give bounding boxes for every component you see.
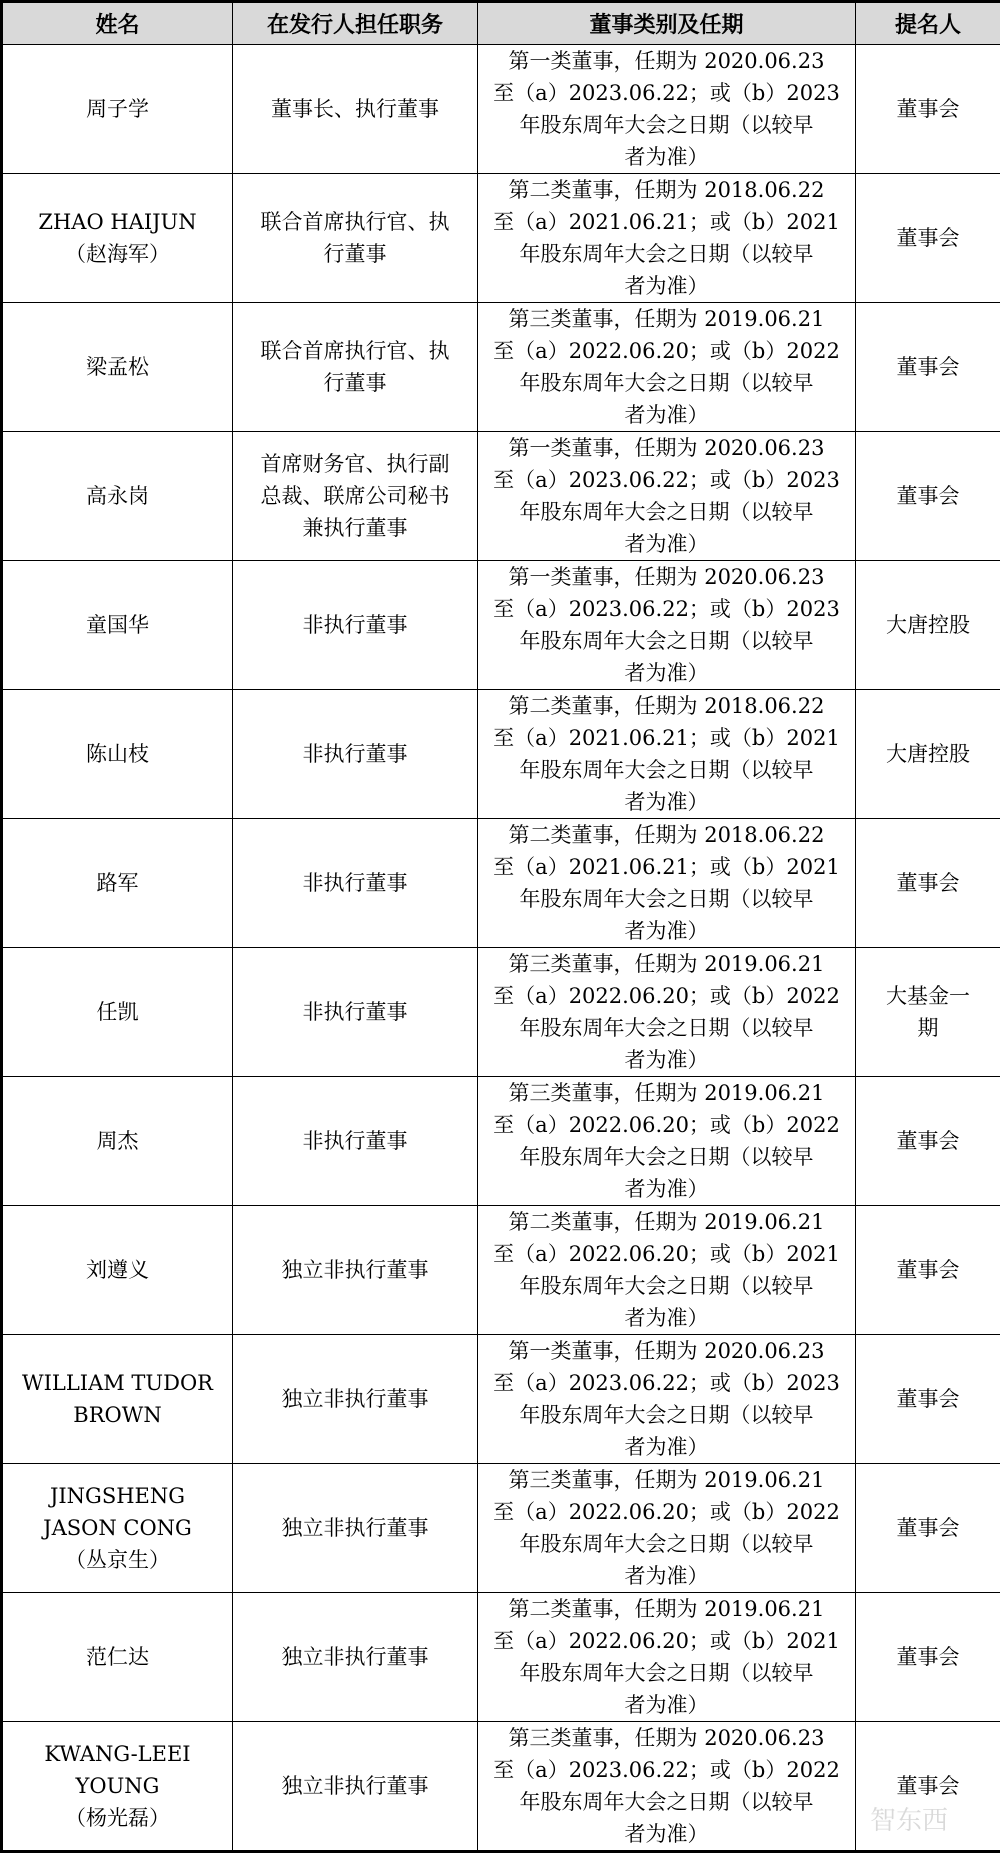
table-row — [2, 1464, 1000, 1593]
director-role — [233, 1722, 478, 1852]
director-nominator-line: 董事会 — [860, 351, 996, 383]
director-term-line: 者为准） — [482, 528, 851, 560]
director-name — [2, 948, 233, 1077]
director-term-line: 者为准） — [482, 141, 851, 173]
director-role — [233, 174, 478, 303]
director-name-line: JINGSHENG — [7, 1480, 228, 1512]
director-name — [2, 174, 233, 303]
director-term-line: 第三类董事，任期为 2019.06.21 — [482, 1077, 851, 1109]
director-name — [2, 432, 233, 561]
director-term-line: 至（a）2023.06.22；或（b）2023 — [482, 1367, 851, 1399]
director-name — [2, 1335, 233, 1464]
director-term-line: 至（a）2022.06.20；或（b）2022 — [482, 1496, 851, 1528]
director-term-line: 年股东周年大会之日期（以较早 — [482, 754, 851, 786]
director-nominator-line: 董事会 — [860, 1512, 996, 1544]
director-name-line: 童国华 — [7, 609, 228, 641]
director-term — [478, 303, 856, 432]
director-term — [478, 948, 856, 1077]
director-nominator — [856, 1077, 1000, 1206]
director-term — [478, 561, 856, 690]
director-nominator-line: 董事会 — [860, 480, 996, 512]
director-name-line: 梁孟松 — [7, 351, 228, 383]
director-name-line: 路军 — [7, 867, 228, 899]
director-term-line: 者为准） — [482, 1689, 851, 1721]
director-term-line: 者为准） — [482, 270, 851, 302]
director-term-line: 至（a）2022.06.20；或（b）2022 — [482, 335, 851, 367]
header-term: 董事类别及任期 — [478, 2, 856, 45]
director-name-line: （杨光磊） — [7, 1802, 228, 1834]
table-row — [2, 1077, 1000, 1206]
director-term — [478, 1593, 856, 1722]
director-term-line: 至（a）2022.06.20；或（b）2022 — [482, 1109, 851, 1141]
director-role — [233, 432, 478, 561]
director-term-line: 年股东周年大会之日期（以较早 — [482, 883, 851, 915]
director-term-line: 者为准） — [482, 1173, 851, 1205]
director-term-line: 年股东周年大会之日期（以较早 — [482, 238, 851, 270]
director-term — [478, 1206, 856, 1335]
director-term-line: 者为准） — [482, 399, 851, 431]
director-nominator-line: 董事会 — [860, 1254, 996, 1286]
director-nominator-line: 董事会 — [860, 1125, 996, 1157]
director-role-line: 联合首席执行官、执 — [237, 206, 473, 238]
director-nominator-line: 董事会 — [860, 1383, 996, 1415]
director-nominator-line: 期 — [860, 1012, 996, 1044]
director-term-line: 第二类董事，任期为 2018.06.22 — [482, 690, 851, 722]
director-term-line: 至（a）2021.06.21；或（b）2021 — [482, 851, 851, 883]
director-term-line: 第一类董事，任期为 2020.06.23 — [482, 1335, 851, 1367]
director-role — [233, 1464, 478, 1593]
director-role — [233, 561, 478, 690]
director-term-line: 者为准） — [482, 786, 851, 818]
director-term-line: 者为准） — [482, 1302, 851, 1334]
director-nominator — [856, 561, 1000, 690]
director-term-line: 年股东周年大会之日期（以较早 — [482, 1528, 851, 1560]
director-name — [2, 303, 233, 432]
director-role-line: 独立非执行董事 — [237, 1383, 473, 1415]
director-term — [478, 1464, 856, 1593]
director-term-line: 者为准） — [482, 1431, 851, 1463]
director-term-line: 年股东周年大会之日期（以较早 — [482, 1399, 851, 1431]
director-name — [2, 1464, 233, 1593]
header-nominator: 提名人 — [856, 2, 1000, 45]
director-term — [478, 432, 856, 561]
director-term-line: 至（a）2023.06.22；或（b）2023 — [482, 593, 851, 625]
director-nominator — [856, 303, 1000, 432]
director-name-line: 高永岗 — [7, 480, 228, 512]
director-role — [233, 948, 478, 1077]
director-term — [478, 45, 856, 174]
director-term-line: 年股东周年大会之日期（以较早 — [482, 1786, 851, 1818]
director-name — [2, 690, 233, 819]
director-name-line: JASON CONG — [7, 1512, 228, 1544]
director-role-line: 非执行董事 — [237, 738, 473, 770]
director-term-line: 至（a）2022.06.20；或（b）2022 — [482, 980, 851, 1012]
watermark-logo: 智东西 — [870, 1800, 948, 1837]
director-role-line: 非执行董事 — [237, 996, 473, 1028]
table-row — [2, 1722, 1000, 1852]
director-nominator — [856, 690, 1000, 819]
director-nominator — [856, 1335, 1000, 1464]
director-role — [233, 1593, 478, 1722]
director-nominator — [856, 174, 1000, 303]
director-term-line: 至（a）2023.06.22；或（b）2023 — [482, 77, 851, 109]
table-row — [2, 1593, 1000, 1722]
director-term-line: 年股东周年大会之日期（以较早 — [482, 1270, 851, 1302]
director-term-line: 者为准） — [482, 657, 851, 689]
table-row — [2, 690, 1000, 819]
director-term-line: 年股东周年大会之日期（以较早 — [482, 1012, 851, 1044]
director-term-line: 者为准） — [482, 1818, 851, 1850]
director-role — [233, 1335, 478, 1464]
table-row — [2, 432, 1000, 561]
director-nominator — [856, 948, 1000, 1077]
director-role — [233, 690, 478, 819]
director-role — [233, 303, 478, 432]
director-term-line: 第一类董事，任期为 2020.06.23 — [482, 561, 851, 593]
director-term-line: 年股东周年大会之日期（以较早 — [482, 625, 851, 657]
header-row — [2, 2, 1000, 45]
table-row — [2, 819, 1000, 948]
director-role — [233, 1206, 478, 1335]
director-nominator-line: 董事会 — [860, 867, 996, 899]
director-name-line: WILLIAM TUDOR — [7, 1367, 228, 1399]
director-name — [2, 561, 233, 690]
director-nominator-line: 董事会 — [860, 1770, 996, 1802]
director-role-line: 董事长、执行董事 — [237, 93, 473, 125]
table-row — [2, 1335, 1000, 1464]
director-term-line: 者为准） — [482, 1044, 851, 1076]
director-term — [478, 1335, 856, 1464]
director-term-line: 第三类董事，任期为 2019.06.21 — [482, 1464, 851, 1496]
director-term-line: 至（a）2022.06.20；或（b）2021 — [482, 1625, 851, 1657]
table-row — [2, 1206, 1000, 1335]
director-term-line: 第三类董事，任期为 2020.06.23 — [482, 1722, 851, 1754]
director-nominator — [856, 432, 1000, 561]
director-nominator — [856, 1464, 1000, 1593]
director-term — [478, 1722, 856, 1852]
director-name-line: （丛京生） — [7, 1544, 228, 1576]
director-nominator-line: 大唐控股 — [860, 609, 996, 641]
director-name — [2, 1077, 233, 1206]
director-term-line: 者为准） — [482, 915, 851, 947]
director-role — [233, 819, 478, 948]
director-name-line: 陈山枝 — [7, 738, 228, 770]
director-term-line: 第三类董事，任期为 2019.06.21 — [482, 303, 851, 335]
director-role-line: 非执行董事 — [237, 609, 473, 641]
director-role-line: 行董事 — [237, 367, 473, 399]
director-term-line: 第一类董事，任期为 2020.06.23 — [482, 45, 851, 77]
table-row — [2, 303, 1000, 432]
director-name — [2, 1593, 233, 1722]
director-name-line: BROWN — [7, 1399, 228, 1431]
director-role-line: 联合首席执行官、执 — [237, 335, 473, 367]
director-name-line: ZHAO HAIJUN — [7, 206, 228, 238]
director-term-line: 至（a）2022.06.20；或（b）2021 — [482, 1238, 851, 1270]
director-nominator-line: 大唐控股 — [860, 738, 996, 770]
director-term-line: 第二类董事，任期为 2019.06.21 — [482, 1206, 851, 1238]
director-role — [233, 45, 478, 174]
director-nominator-line: 董事会 — [860, 1641, 996, 1673]
director-name-line: 任凯 — [7, 996, 228, 1028]
director-name — [2, 819, 233, 948]
director-term-line: 年股东周年大会之日期（以较早 — [482, 109, 851, 141]
director-role-line: 独立非执行董事 — [237, 1512, 473, 1544]
director-name — [2, 1206, 233, 1335]
director-term — [478, 690, 856, 819]
director-term-line: 第一类董事，任期为 2020.06.23 — [482, 432, 851, 464]
director-term-line: 第三类董事，任期为 2019.06.21 — [482, 948, 851, 980]
director-term-line: 年股东周年大会之日期（以较早 — [482, 496, 851, 528]
director-term-line: 至（a）2023.06.22；或（b）2022 — [482, 1754, 851, 1786]
director-term-line: 年股东周年大会之日期（以较早 — [482, 1141, 851, 1173]
table-row — [2, 45, 1000, 174]
table-row — [2, 561, 1000, 690]
director-nominator-line: 董事会 — [860, 93, 996, 125]
director-nominator — [856, 819, 1000, 948]
director-name-line: 周子学 — [7, 93, 228, 125]
director-term-line: 至（a）2021.06.21；或（b）2021 — [482, 206, 851, 238]
director-term — [478, 819, 856, 948]
director-role — [233, 1077, 478, 1206]
director-name-line: （赵海军） — [7, 238, 228, 270]
director-nominator — [856, 1593, 1000, 1722]
director-name-line: 周杰 — [7, 1125, 228, 1157]
table-row — [2, 948, 1000, 1077]
director-term — [478, 174, 856, 303]
director-role-line: 非执行董事 — [237, 1125, 473, 1157]
director-term-line: 至（a）2023.06.22；或（b）2023 — [482, 464, 851, 496]
director-name-line: YOUNG — [7, 1770, 228, 1802]
header-name: 姓名 — [2, 2, 233, 45]
director-term-line: 至（a）2021.06.21；或（b）2021 — [482, 722, 851, 754]
director-term — [478, 1077, 856, 1206]
director-nominator — [856, 45, 1000, 174]
director-term-line: 者为准） — [482, 1560, 851, 1592]
director-role-line: 兼执行董事 — [237, 512, 473, 544]
director-nominator — [856, 1206, 1000, 1335]
director-role-line: 非执行董事 — [237, 867, 473, 899]
header-role: 在发行人担任职务 — [233, 2, 478, 45]
director-name — [2, 1722, 233, 1852]
director-nominator-line: 大基金一 — [860, 980, 996, 1012]
director-term-line: 年股东周年大会之日期（以较早 — [482, 1657, 851, 1689]
director-name — [2, 45, 233, 174]
director-role-line: 独立非执行董事 — [237, 1641, 473, 1673]
director-term-line: 第二类董事，任期为 2018.06.22 — [482, 819, 851, 851]
director-role-line: 首席财务官、执行副 — [237, 448, 473, 480]
director-role-line: 总裁、联席公司秘书 — [237, 480, 473, 512]
director-term-line: 年股东周年大会之日期（以较早 — [482, 367, 851, 399]
director-nominator-line: 董事会 — [860, 222, 996, 254]
director-term-line: 第二类董事，任期为 2018.06.22 — [482, 174, 851, 206]
director-role-line: 行董事 — [237, 238, 473, 270]
director-role-line: 独立非执行董事 — [237, 1254, 473, 1286]
director-term-line: 第二类董事，任期为 2019.06.21 — [482, 1593, 851, 1625]
director-role-line: 独立非执行董事 — [237, 1770, 473, 1802]
director-name-line: KWANG-LEEI — [7, 1738, 228, 1770]
director-name-line: 刘遵义 — [7, 1254, 228, 1286]
director-name-line: 范仁达 — [7, 1641, 228, 1673]
table-row — [2, 174, 1000, 303]
